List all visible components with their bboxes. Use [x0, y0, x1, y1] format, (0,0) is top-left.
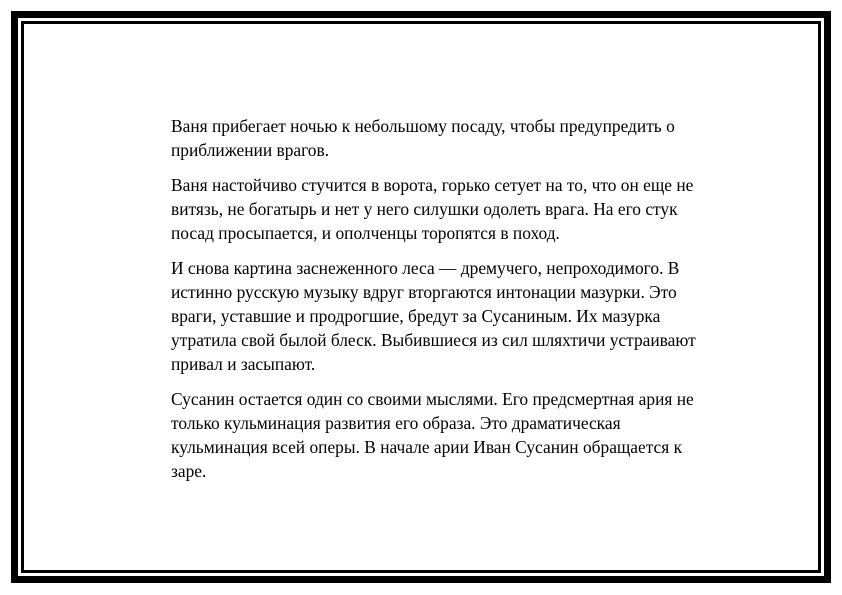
paragraph-vanya-knocks: Ваня настойчиво стучится в ворота, горько сетует на то, что он еще не витязь, не богатырь и нет у него силушки одолеть врага. На его стук посад просыпается, и ополченцы торопятся в поход.: [171, 175, 694, 243]
paragraph-forest-mazurka: И снова картина заснеженного леса — дремучего, непроходимого. В истинно русскую музыку вдруг вторгаются интонации мазурки. Это враги, уставшие и продрогшие, бредут за Сусаниным. Их мазурка утратила свой былой блеск. Выбившиеся из сил шляхтичи устраивают привал и засыпают.: [171, 258, 696, 374]
slide-text-body: [171, 114, 711, 494]
paragraph-susanin-aria: Сусанин остается один со своими мыслями. Его предсмертная ария не только кульминация развития его образа. Это драматическая кульминация всей оперы. В начале арии Иван Сусанин обращается к заре.: [171, 389, 694, 481]
paragraph-vanya-arrives: Ваня прибегает ночью к небольшому посаду, чтобы предупредить о приближении врагов.: [171, 116, 675, 160]
